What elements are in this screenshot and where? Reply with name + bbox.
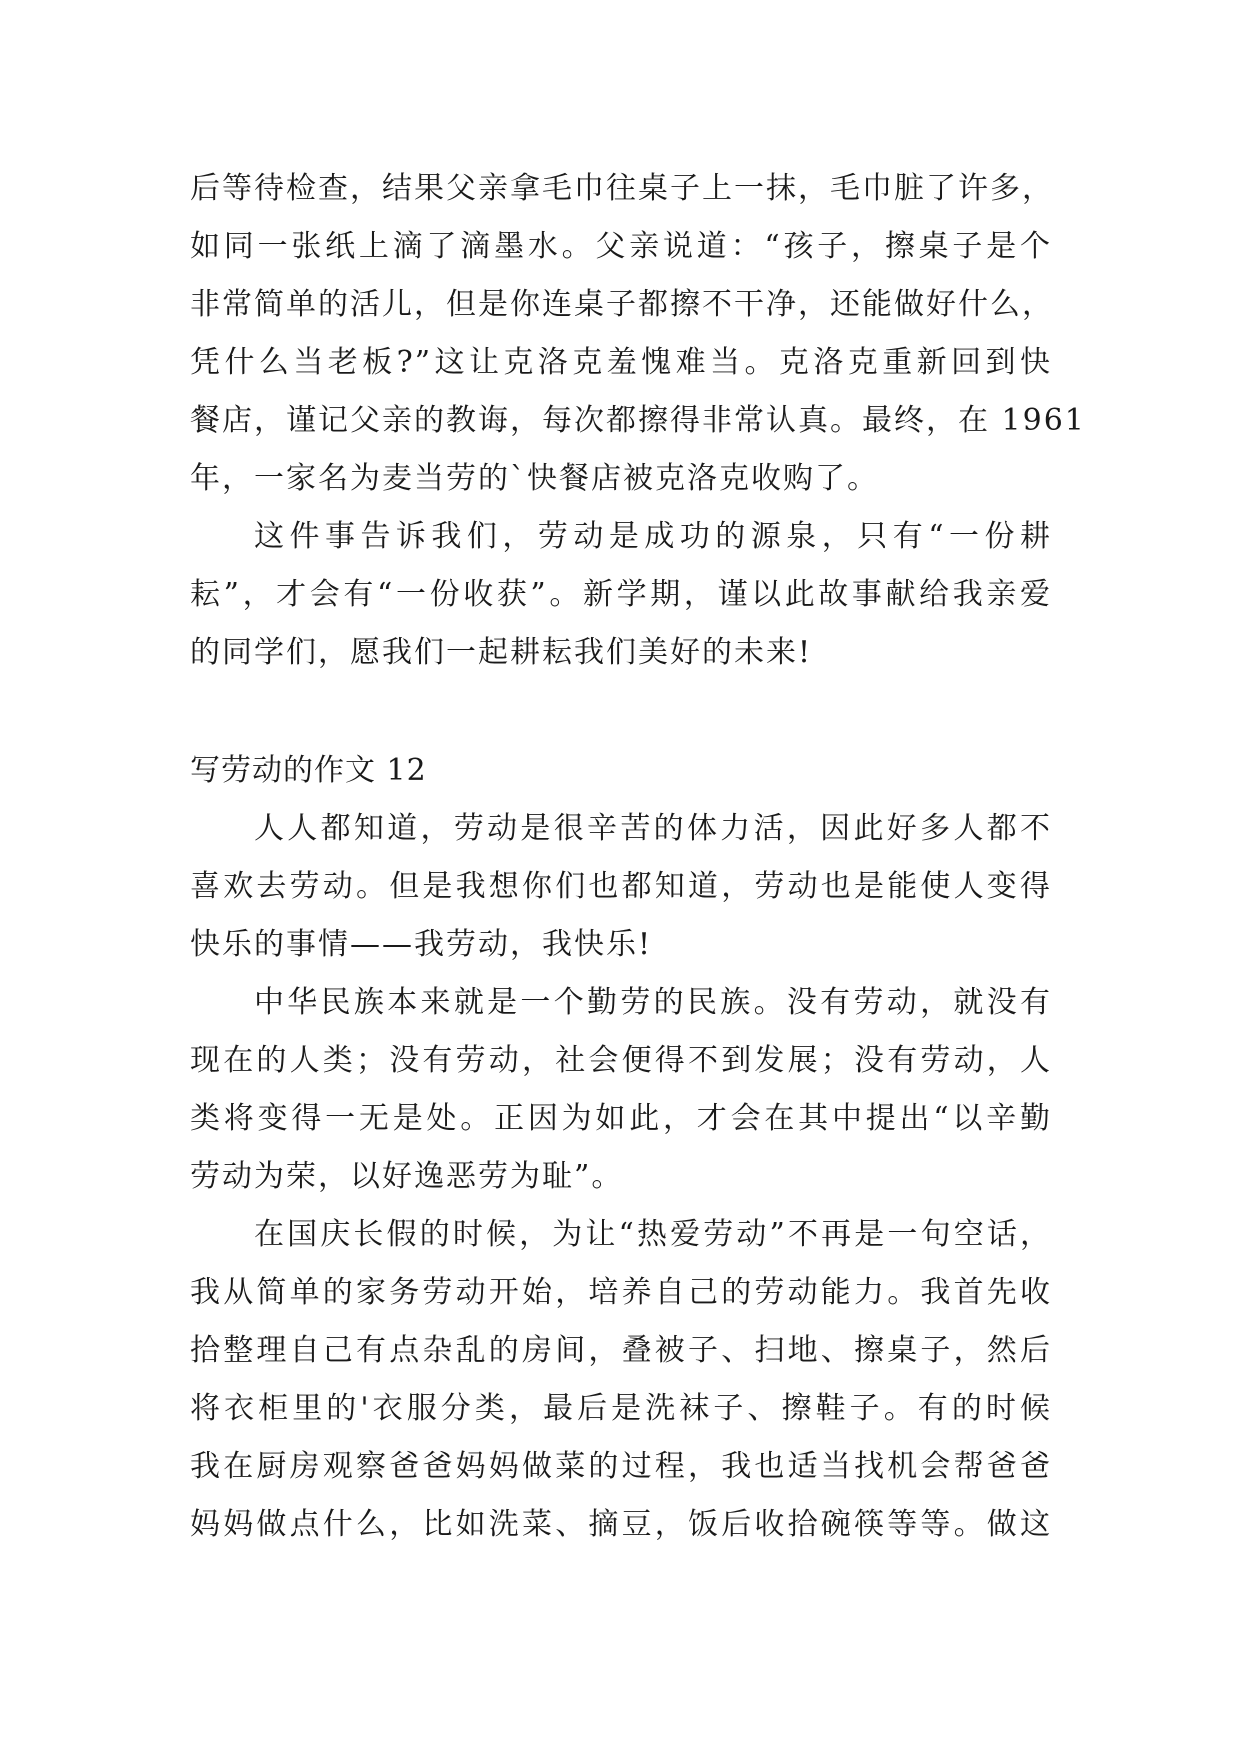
text-line: 我在厨房观察爸爸妈妈做菜的过程，我也适当找机会帮爸爸 [190, 1449, 1052, 1484]
text-line: 中华民族本来就是一个勤劳的民族。没有劳动，就没有 [254, 985, 1052, 1020]
text-line: 喜欢去劳动。但是我想你们也都知道，劳动也是能使人变得 [190, 869, 1052, 904]
text-line: 劳动为荣，以好逸恶劳为耻”。 [190, 1159, 624, 1194]
text-line: 将衣柜里的'衣服分类，最后是洗袜子、擦鞋子。有的时候 [190, 1391, 1052, 1426]
text-line: 快乐的事情——我劳动，我快乐! [190, 927, 653, 962]
text-line: 人人都知道，劳动是很辛苦的体力活，因此好多人都不 [254, 811, 1052, 846]
text-line: 年，一家名为麦当劳的`快餐店被克洛克收购了。 [190, 461, 879, 496]
paragraph [190, 508, 1052, 682]
text-line: 餐店，谨记父亲的教诲，每次都擦得非常认真。最终，在 1961 [190, 403, 1086, 438]
text-line: 拾整理自己有点杂乱的房间，叠被子、扫地、擦桌子，然后 [190, 1333, 1052, 1368]
text-line: 类将变得一无是处。正因为如此，才会在其中提出“以辛勤 [190, 1101, 1052, 1136]
text-line: 凭什么当老板?”这让克洛克羞愧难当。克洛克重新回到快 [190, 345, 1052, 380]
text-line: 后等待检查，结果父亲拿毛巾往桌子上一抹，毛巾脏了许多， [190, 171, 1054, 206]
paragraph [190, 1206, 1052, 1554]
text-line: 的同学们，愿我们一起耕耘我们美好的未来! [190, 635, 813, 670]
text-line: 在国庆长假的时候，为让“热爱劳动”不再是一句空话， [254, 1217, 1052, 1252]
text-line: 如同一张纸上滴了滴墨水。父亲说道：“孩子，擦桌子是个 [190, 229, 1052, 264]
section-heading: 写劳动的作文 12 [190, 753, 427, 788]
text-line: 非常简单的活儿，但是你连桌子都擦不干净，还能做好什么， [190, 287, 1054, 322]
section-gap [190, 682, 1052, 742]
text-line: 这件事告诉我们，劳动是成功的源泉，只有“一份耕 [254, 519, 1052, 554]
text-line: 我从简单的家务劳动开始，培养自己的劳动能力。我首先收 [190, 1275, 1052, 1310]
text-line: 现在的人类；没有劳动，社会便得不到发展；没有劳动，人 [190, 1043, 1052, 1078]
paragraph [190, 800, 1052, 974]
document-page [190, 160, 1086, 1554]
paragraph [190, 160, 1086, 508]
paragraph [190, 974, 1052, 1206]
text-line: 妈妈做点什么，比如洗菜、摘豆，饭后收拾碗筷等等。做这 [190, 1507, 1052, 1542]
text-line: 耘”，才会有“一份收获”。新学期，谨以此故事献给我亲爱 [190, 577, 1052, 612]
